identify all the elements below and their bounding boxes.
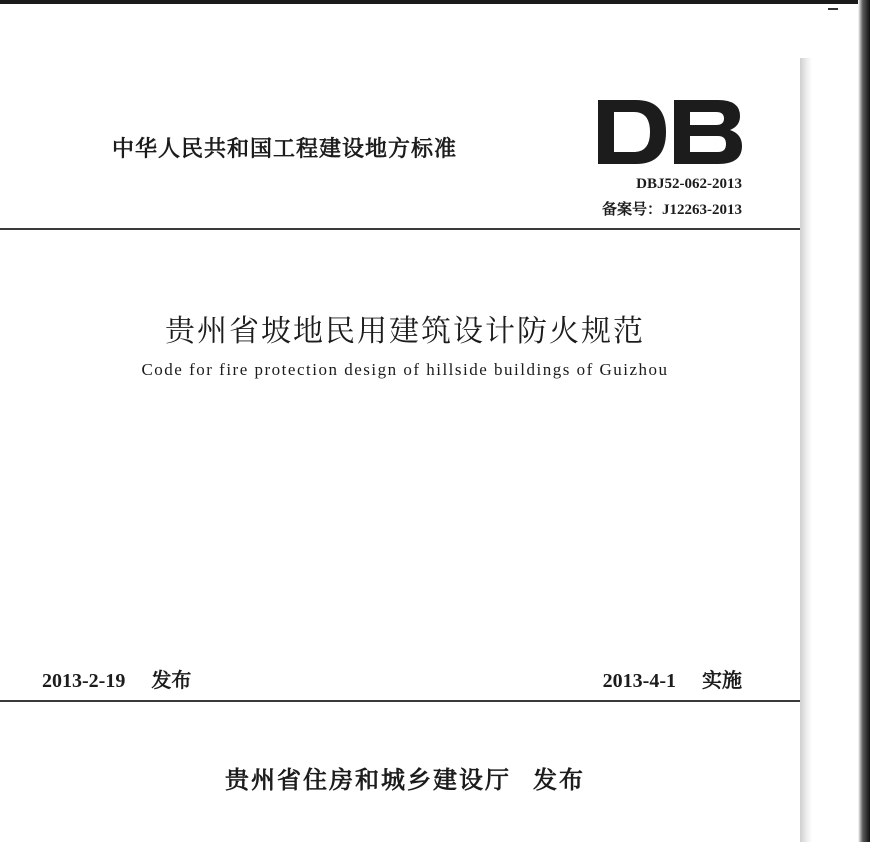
record-label: 备案号：: [601, 200, 662, 218]
issue-date: 2013-2-19: [42, 670, 126, 692]
scan-right-edge: [858, 0, 870, 842]
db-logo: [594, 98, 744, 166]
page-edge-shadow: [800, 58, 812, 842]
record-number: J12263-2013: [662, 202, 742, 218]
publisher-line: [0, 760, 810, 795]
publisher-name: 贵州省住房和城乡建设厅: [225, 766, 511, 794]
issue-date-line: [42, 664, 191, 693]
publisher-label: 发布: [533, 766, 585, 794]
issue-label: 发布: [151, 668, 192, 692]
implement-label: 实施: [702, 668, 742, 692]
title-chinese: 贵州省坡地民用建筑设计防火规范: [165, 314, 645, 349]
title-english: Code for fire protection design of hillside buildings of Guizhou: [141, 360, 669, 379]
implement-date-line: [603, 664, 742, 693]
scan-top-edge: [0, 0, 860, 4]
standard-category: 中华人民共和国工程建设地方标准: [112, 137, 458, 162]
divider-top: [0, 228, 800, 230]
record-number-line: [602, 198, 742, 219]
divider-bottom: [0, 700, 800, 702]
standard-number: DBJ52-062-2013: [636, 176, 742, 192]
implement-date: 2013-4-1: [602, 670, 676, 692]
scan-corner-mark: [828, 8, 838, 10]
